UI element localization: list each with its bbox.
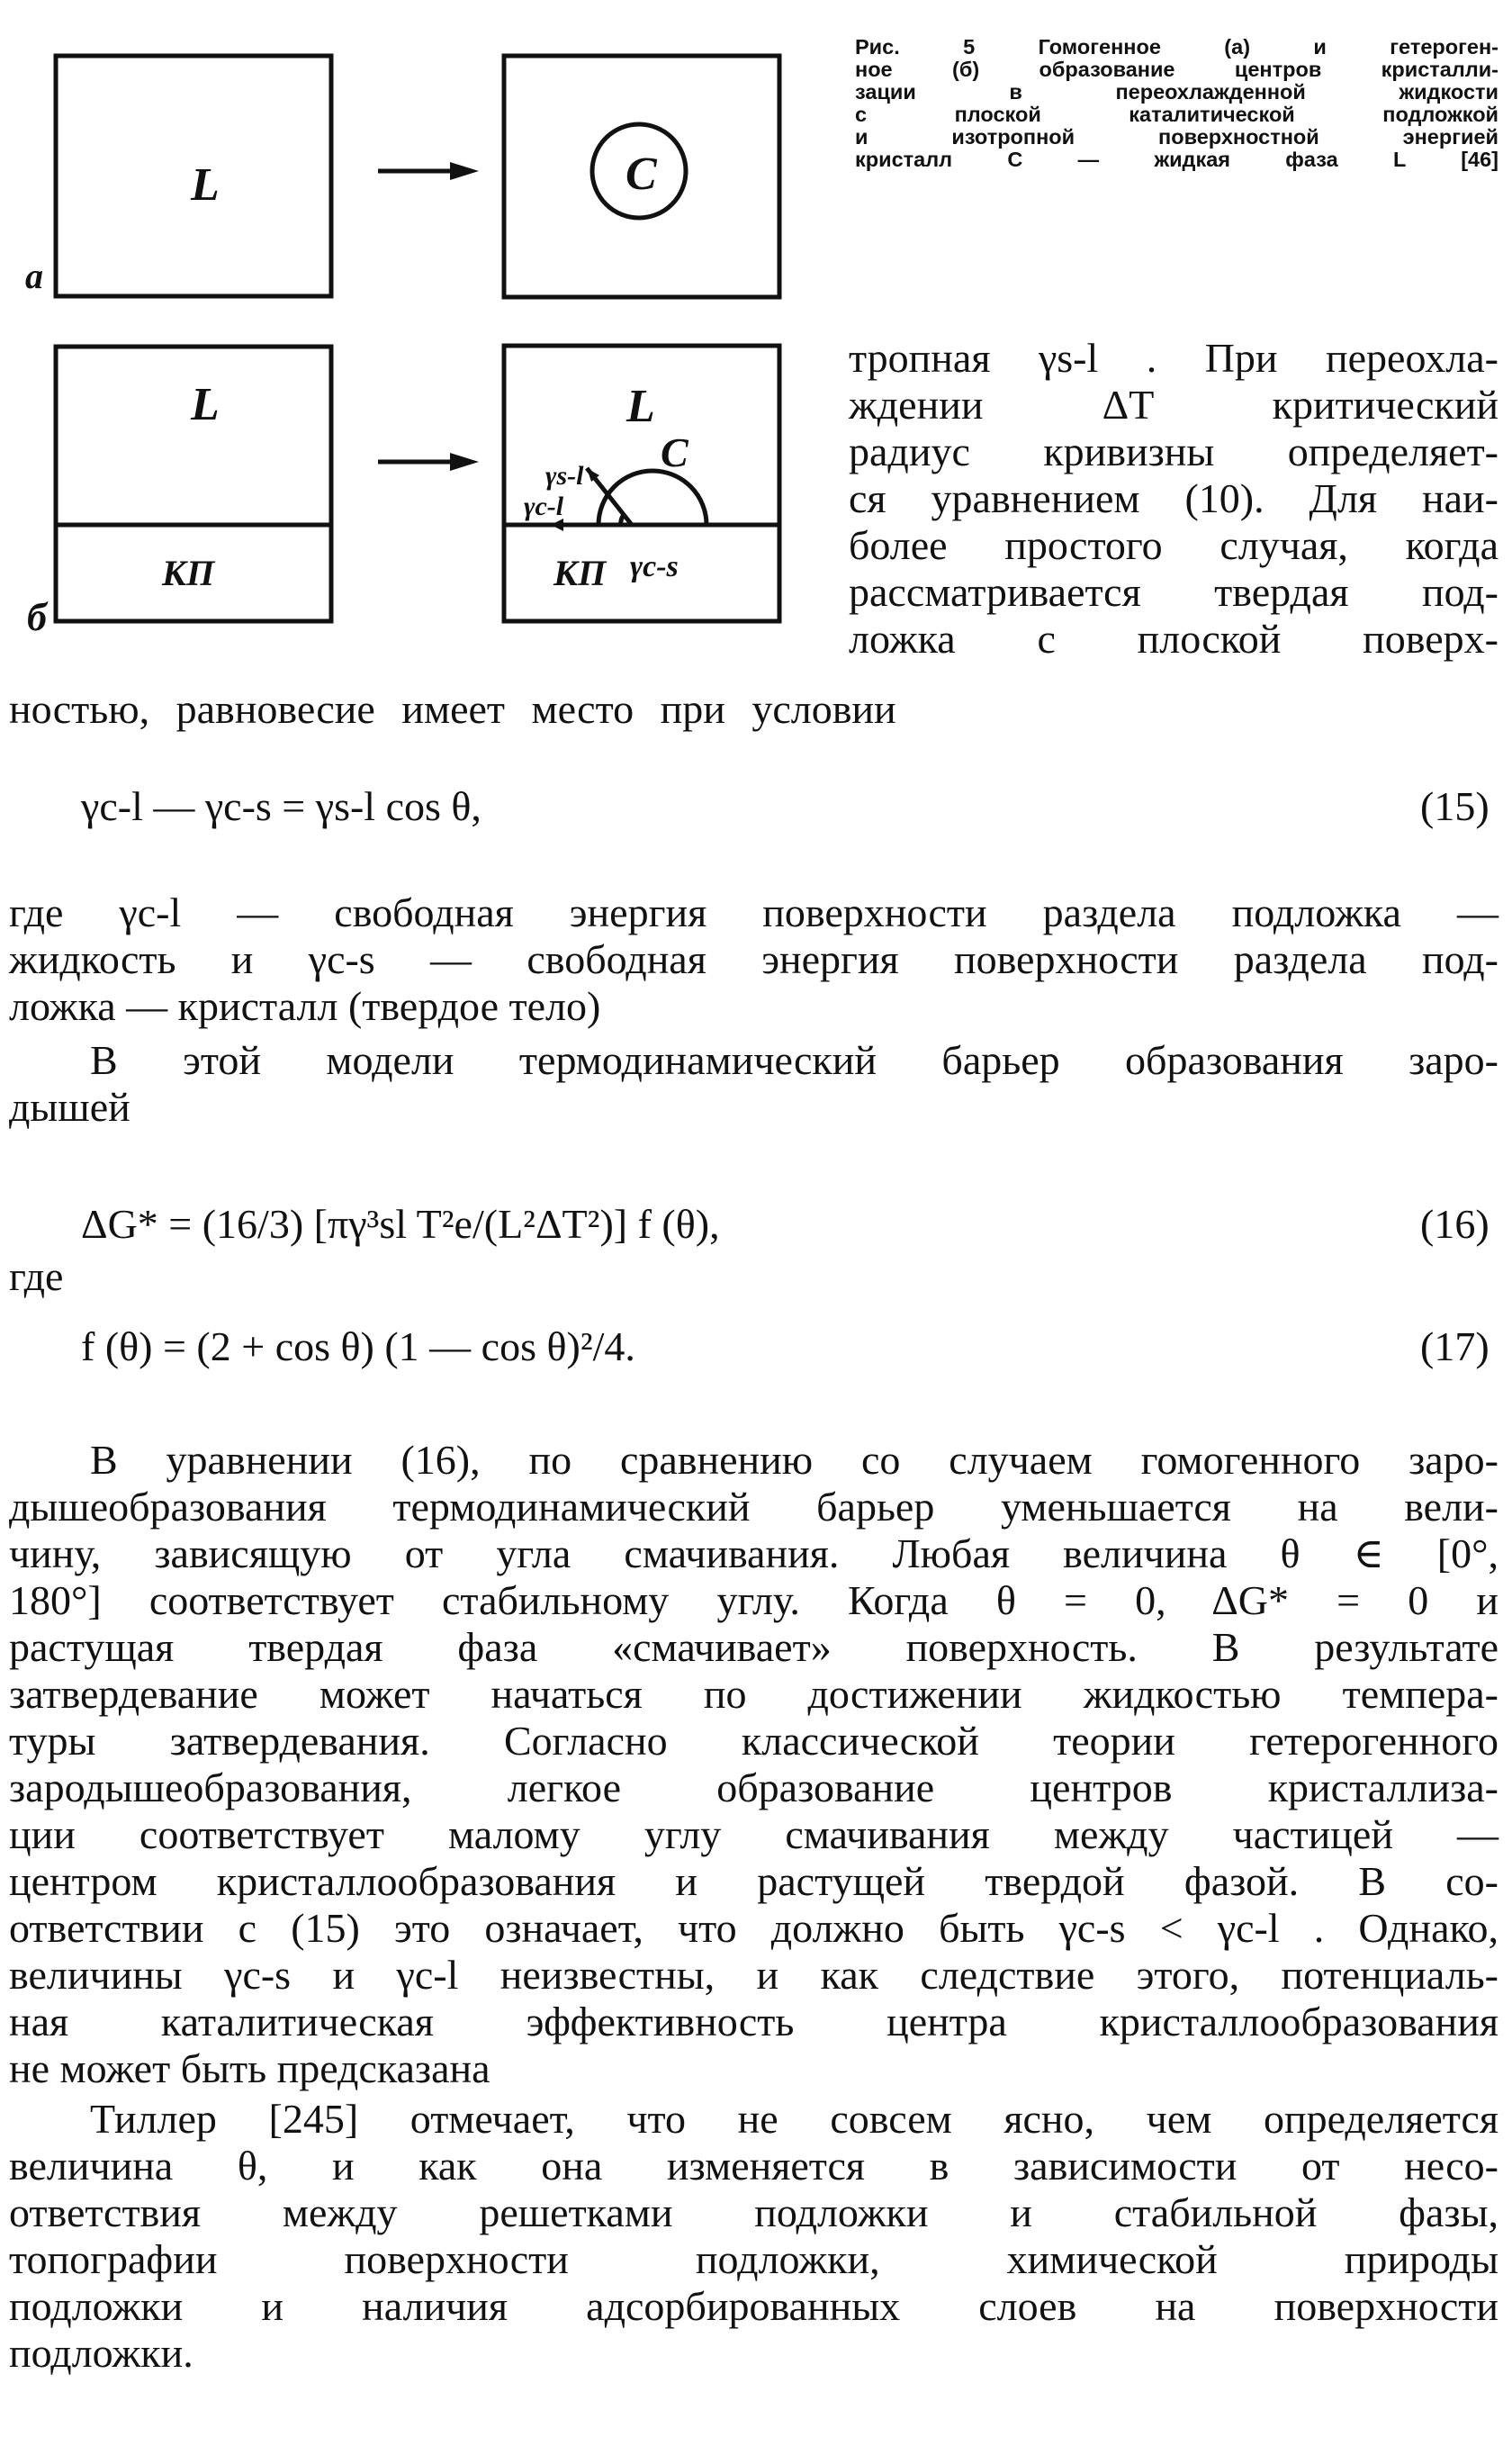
arrow-a xyxy=(450,162,479,180)
label-L-b-right: L xyxy=(626,381,655,432)
where-label: где xyxy=(9,1253,64,1299)
label-b: б xyxy=(27,595,47,639)
paragraph-2: Тиллер [245] отмечает, что не совсем ясно, чем определяется величина θ, и как она изменяется в зависимости от несо- ответствия между решетками подложки и стабильной фазы, топографии поверхности подложки, химической природы подложки и наличия адсорбированных слоев на поверхности подложки. xyxy=(9,2096,1498,2376)
label-a: а xyxy=(25,256,43,296)
gamma-cs-label: γc-s xyxy=(630,550,679,583)
figure-5 xyxy=(0,0,846,648)
model-paragraph: В этой модели термодинамический барьер образования заро- дышей xyxy=(9,1037,1498,1130)
equation-15: γc-l — γc-s = γs-l cos θ, xyxy=(81,783,482,829)
equation-16: ΔG* = (16/3) [πγ³sl T²e/(L²ΔT²)] f (θ), xyxy=(81,1201,720,1247)
crystal-cap xyxy=(598,471,706,525)
equation-15-number: (15) xyxy=(1420,783,1490,829)
equation-17: f (θ) = (2 + cos θ) (1 — cos θ)²/4. xyxy=(81,1323,635,1369)
where-paragraph: где γc-l — свободная энергия поверхности раздела подложка — жидкость и γc-s — свободная энергия поверхности раздела под- ложка — кристалл (твердое тело) xyxy=(9,889,1498,1029)
side-text: тропная γs-l . При переохла- ждении ΔT критический радиус кривизны определяет- ся уравнением (10). Для наи- более простого случая, когда рассматривается твердая под- ложка с плоской поверх- xyxy=(849,335,1498,662)
arrow-b xyxy=(450,453,479,471)
paragraph-1: В уравнении (16), по сравнению со случаем гомогенного заро- дышеобразования термодинамический барьер уменьшается на вели- чину, зависящую от угла смачивания. Любая величина θ ∈ [0°, 180°] соответствует стабильному углу. Когда θ = 0, ΔG* = 0 и растущая твердая фаза «смачивает» поверхность. В результате затвердевание может начаться по достижении жидкостью темпера- туры затвердевания. Согласно классической теории гетерогенного зародышеобразования, легкое образование центров кристаллиза- ции соответствует малому углу смачивания между частицей — центром кристаллообразования и растущей твердой фазой. В со- ответствии с (15) это означает, что должно быть γc-s < γc-l . Однако, величины γc-s и γc-l неизвестны, и как следствие этого, потенциаль- ная каталитическая эффективность центра кристаллообразования не может быть предсказана xyxy=(9,1437,1498,2091)
label-L-b: L xyxy=(191,379,220,430)
label-C-a: C xyxy=(626,149,657,200)
label-L-a: L xyxy=(191,159,220,211)
label-KP-b-left: КП xyxy=(162,553,215,593)
equation-17-number: (17) xyxy=(1420,1323,1490,1369)
full-width-line: ностью, равновесие имеет место при условии xyxy=(9,686,896,732)
label-C-b: C xyxy=(661,429,688,475)
gamma-sl-label: γs-l xyxy=(545,461,584,491)
label-KP-b-right: КП xyxy=(554,553,607,593)
gamma-cl-label: γc-l xyxy=(524,492,564,521)
equation-16-number: (16) xyxy=(1420,1201,1490,1247)
figure-caption: Рис. 5 Гомогенное (а) и гетероген- ное (б) образование центров кристалли- зации в переохлажденной жидкости с плоской каталитической подложкой и изотропной поверхностной энергией кристалл С — жидкая фаза L [46] xyxy=(855,35,1498,171)
